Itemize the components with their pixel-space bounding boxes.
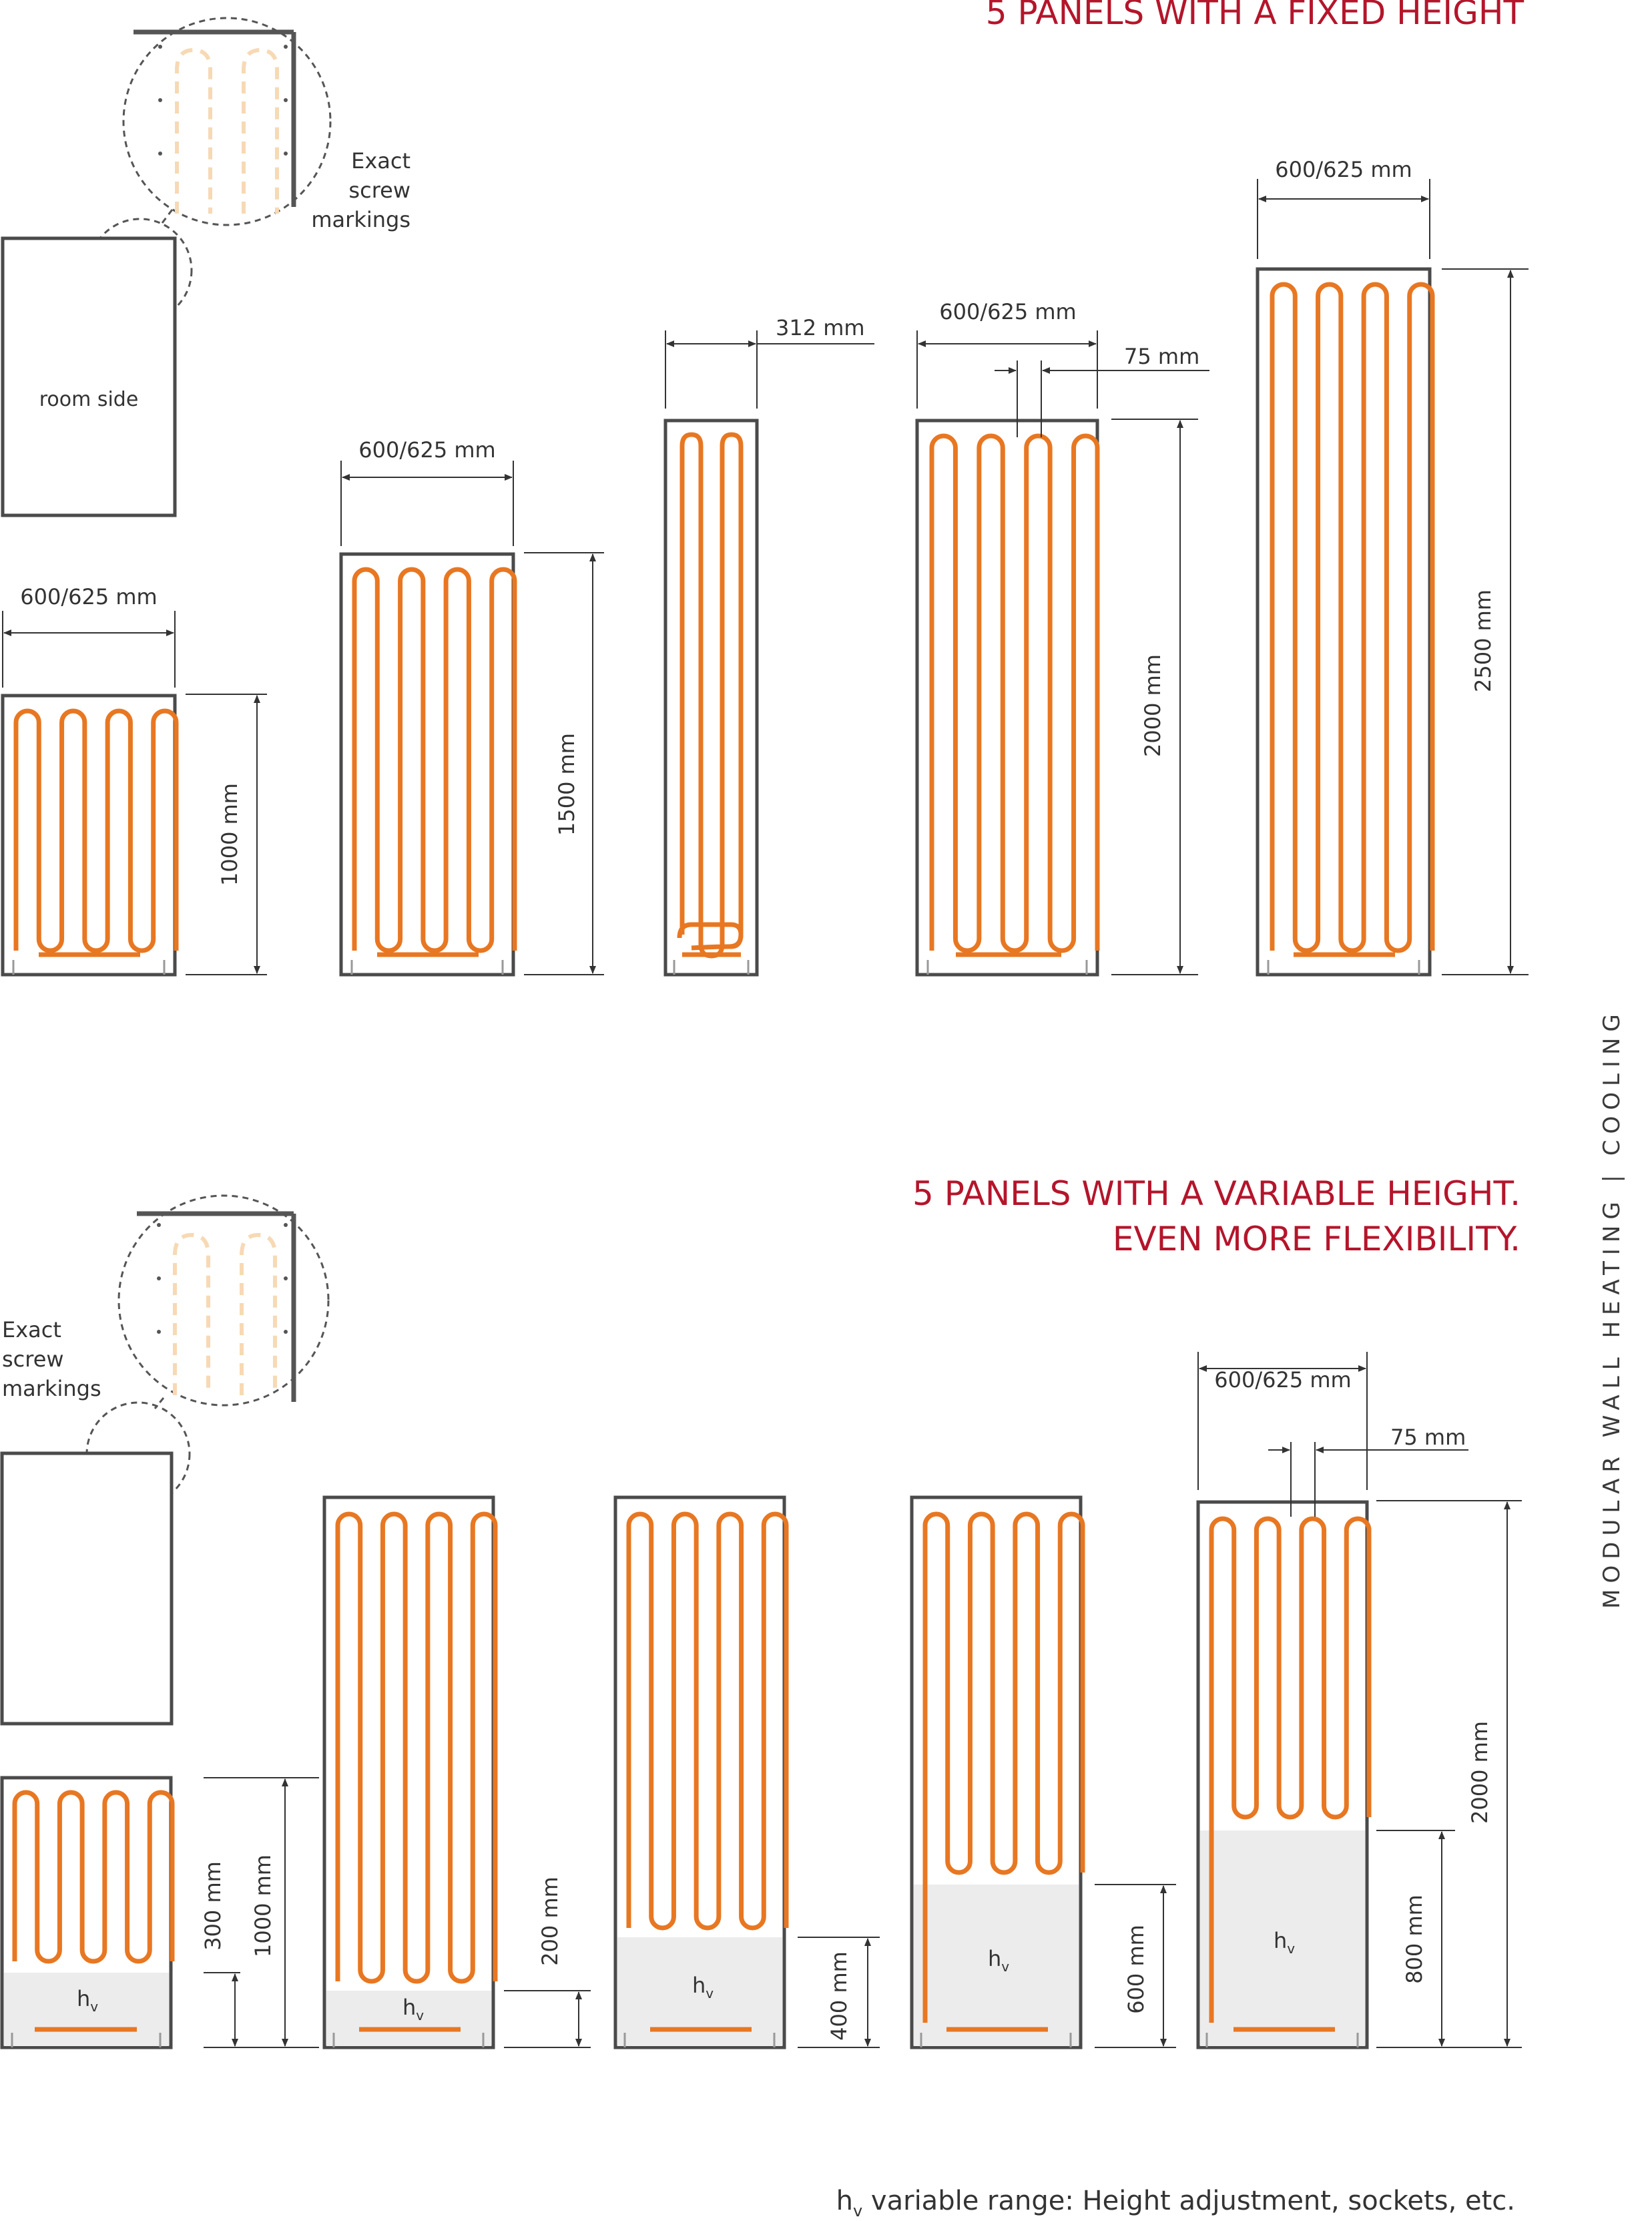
variable-panel-5-spacing-label: 75 mm <box>1390 1425 1466 1450</box>
variable-room-side-panel <box>2 1453 172 1724</box>
fixed-panel-5-width-dimension <box>1258 179 1430 259</box>
variable-panel-5-hv-height-label: 800 mm <box>1402 1895 1427 1984</box>
variable-panel-5-dimensions <box>1376 1501 1522 2047</box>
fixed-panel-4-spacing-label: 75 mm <box>1124 344 1200 369</box>
variable-panel-2 <box>324 1497 495 2047</box>
variable-panel-1-hv-height-label: 300 mm <box>200 1861 226 1951</box>
variable-detail-label-3: markings <box>2 1376 101 1401</box>
sidebar-text: MODULAR WALL HEATING | COOLING <box>1599 1008 1625 1609</box>
fixed-panel-5-width-label: 600/625 mm <box>1275 157 1412 182</box>
variable-panel-3-hv-height-label: 400 mm <box>826 1951 852 2041</box>
variable-panel-2-hv-label: $h_v$ <box>402 1995 425 2023</box>
fixed-panel-1-height-label: 1000 mm <box>217 783 242 886</box>
variable-panel-2-hv-height-label: 200 mm <box>537 1877 563 1966</box>
fixed-panel-2-width-dimension <box>341 461 513 546</box>
fixed-panel-4 <box>917 421 1097 975</box>
variable-panel-3 <box>615 1497 786 2047</box>
variable-heading-line1: 5 PANELS WITH A VARIABLE HEIGHT. <box>912 1174 1521 1213</box>
fixed-panel-4-height-label: 2000 mm <box>1140 654 1165 757</box>
variable-panel-5-width-label: 600/625 mm <box>1214 1367 1352 1393</box>
variable-detail-label-2: screw <box>2 1346 64 1372</box>
fixed-panel-5 <box>1258 269 1432 975</box>
variable-panel-5-hv-label: $h_v$ <box>1274 1928 1296 1957</box>
variable-panel-2-dimensions <box>504 1991 591 2047</box>
fixed-panel-5-height-label: 2500 mm <box>1470 589 1496 692</box>
fixed-panel-2 <box>341 554 515 975</box>
variable-panel-4-hv-label: $h_v$ <box>988 1946 1010 1975</box>
fixed-detail-label-1: Exact <box>351 148 410 174</box>
variable-panel-5 <box>1198 1502 1369 2047</box>
variable-detail-label-1: Exact <box>2 1317 61 1342</box>
fixed-panel-3 <box>665 421 757 975</box>
footnote: $h_v$ variable range: Height adjustment, sockets, etc. <box>836 2186 1515 2220</box>
fixed-panel-3-width-label: 312 mm <box>776 315 865 340</box>
fixed-panel-4-width-dimension <box>917 330 1097 409</box>
variable-panel-3-hv-label: $h_v$ <box>692 1973 714 2001</box>
room-side-panel <box>3 238 175 515</box>
variable-panel-4-hv-height-label: 600 mm <box>1123 1925 1149 2014</box>
room-side-label: room side <box>39 388 139 411</box>
fixed-panel-2-height-label: 1500 mm <box>554 733 579 836</box>
fixed-panel-3-width-dimension <box>665 330 874 409</box>
variable-heading-line2: EVEN MORE FLEXIBILITY. <box>1112 1220 1521 1258</box>
fixed-panel-1-width-dimension <box>3 611 175 688</box>
fixed-panel-2-width-label: 600/625 mm <box>358 437 496 463</box>
fixed-heading: 5 PANELS WITH A FIXED HEIGHT <box>985 0 1524 32</box>
variable-panel-1-hv-label: $h_v$ <box>77 1986 99 2015</box>
variable-panel-1-height-label: 1000 mm <box>250 1855 276 1957</box>
fixed-panel-4-width-label: 600/625 mm <box>939 299 1077 324</box>
variable-panel-5-height-label: 2000 mm <box>1467 1721 1492 1824</box>
fixed-detail-label-2: screw <box>348 178 410 203</box>
fixed-panel-1 <box>3 696 176 975</box>
fixed-panel-1-width-label: 600/625 mm <box>20 584 158 609</box>
fixed-detail-label-3: markings <box>311 207 410 232</box>
